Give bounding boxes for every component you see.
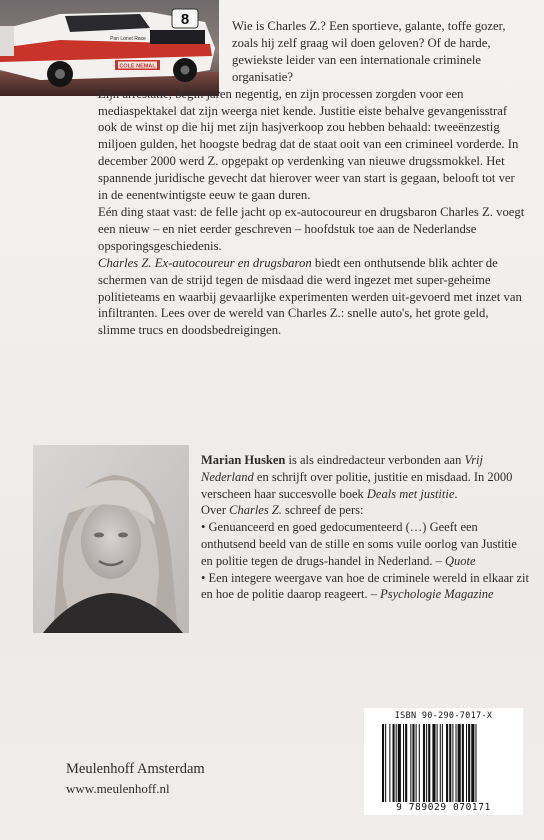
quote-1-text: • Genuanceerd en goed gedocumenteerd (…) Geeft een onthutsend beeld van de stille en soms vuile oorlog van Justitie en politie tegen de drugs-handel in Nederland. – (201, 520, 517, 568)
book-blurb (98, 18, 526, 339)
author-portrait (33, 445, 189, 633)
isbn-barcode (364, 708, 523, 815)
blurb-paragraph-hunt: Eén ding staat vast: de felle jacht op ex-autocoureur en drugsbaron Charles Z. voegt een nieuw – en niet eerder geschreven – hoofdstuk toe aan de Nederlandse opsporingsgeschiedenis. (98, 204, 525, 253)
car-sponsor-text: COLE NEMAL (119, 63, 156, 70)
magazine-name: Vrij Nederland (201, 453, 484, 484)
barcode-digits: 9 789029 070171 (396, 802, 491, 813)
bio-text-1: is als eindredacteur verbonden aan (285, 453, 465, 467)
car-side-text: Pan Lonet Race (110, 36, 146, 42)
press-quote-1 (201, 519, 531, 569)
press-intro-a: Over (201, 503, 230, 518)
bio-text-3: . (454, 486, 458, 501)
bio-text-2: en schrijft over politie, justitie en misdaad. In 2000 verscheen haar succesvolle boek (201, 469, 513, 501)
quote-2-text: • Een integere weergave van hoe de criminele wereld in elkaar zit en hoe de politie daarop reageert. – (201, 570, 529, 602)
book-title-inline: Charles Z. Ex-autocoureur en drugsbaron (98, 255, 312, 270)
press-intro (201, 502, 531, 519)
blurb-paragraph-arrest: Zijn arrestatie, begin jaren negentig, en zijn processen zorgden voor een mediaspektakel dat zijn weerga niet kende. Justitie eiste behalve gevangenisstraf ook de winst op die hij met zijn hasjverkoop zou hebben behaald: tweeënzestig miljoen gulden, het hoogste bedrag dat de staat ooit van een crimineel vorderde. In december 2000 werd Z. opgepakt op verdenking van nieuwe drugssmokkel. Het spannende juridische gevecht dat hierover weer van start is gegaan, belooft tot ver in de eenentwintigste eeuw te gaan duren. (98, 86, 519, 203)
press-intro-title: Charles Z. (229, 503, 282, 518)
press-quote-2 (201, 570, 531, 604)
blurb-intro: Wie is Charles Z.? Een sportieve, galante, toffe gozer, zoals hij zelf graag wil doen geloven? Of de harde, gewiekste leider van een internationale criminele organisatie? (232, 19, 506, 84)
press-intro-b: schreef de pers: (281, 503, 364, 518)
author-name: Marian Husken (201, 453, 286, 467)
quote-2-source: Psychologie Magazine (380, 587, 494, 602)
author-photo (33, 445, 189, 633)
publisher-info (66, 760, 205, 798)
author-bio (201, 452, 531, 603)
bio-paragraph (201, 452, 531, 502)
previous-book-title: Deals met justitie (366, 486, 455, 501)
publisher-url: www.meulenhoff.nl (66, 781, 170, 796)
barcode-bars (382, 724, 512, 802)
quote-1-source: Quote (445, 553, 476, 568)
car-race-number: 8 (180, 11, 190, 28)
isbn-text: ISBN 90-290-7017-X (394, 711, 493, 721)
blurb-paragraph-summary (98, 255, 526, 340)
publisher-name: Meulenhoff Amsterdam (66, 761, 205, 777)
blurb-summary-text: biedt een onthutsende blik achter de schermen van de strijd tegen de misdaad die werd ingezet met super-geheime politieteams en waarbij gevaarlijke experimenten werden uit-gevoerd met inzet van infiltranten. Lees over de wereld van Charles Z.: snelle auto's, het grote geld, slimme trucs en doodsbedreigingen. (98, 255, 522, 338)
